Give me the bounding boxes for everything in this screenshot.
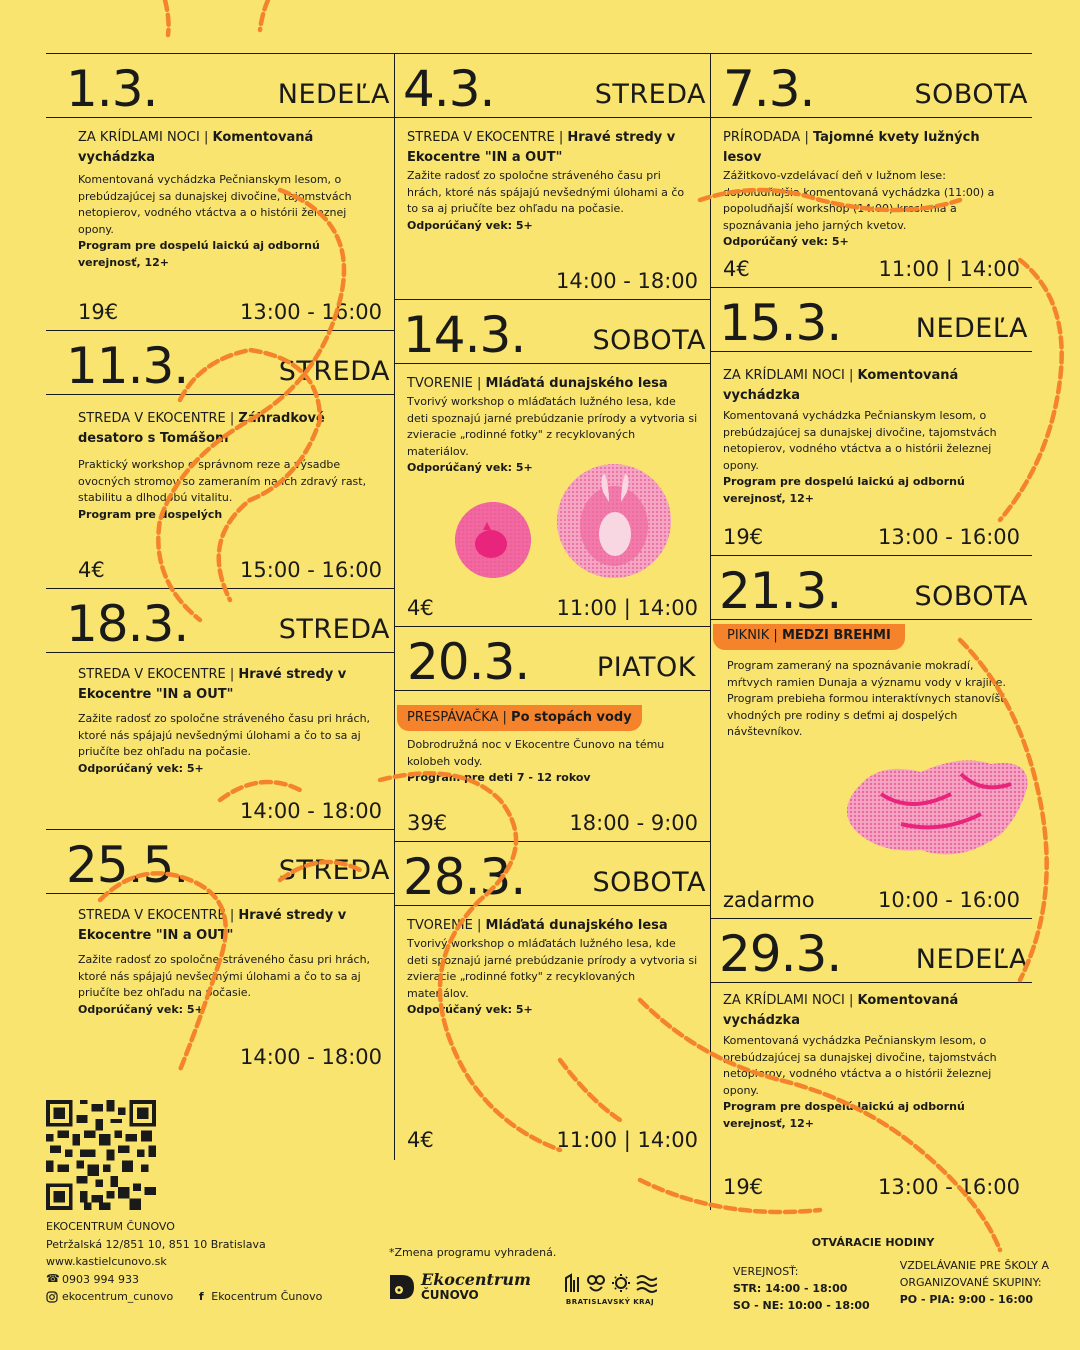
event-time: 14:00 - 18:00 xyxy=(556,269,698,293)
event-day: NEDEĽA xyxy=(277,79,390,110)
event-description: Komentovaná vychádzka Pečnianskym lesom, o prebúdzajúcej sa dunajskej divočine, tajomstvách netopierov, vodného vtáctva a o histórii železnej opony. xyxy=(723,409,997,472)
event-date: 11.3. xyxy=(66,337,189,395)
event-card[interactable] xyxy=(711,556,1032,919)
event-price: 4€ xyxy=(407,596,434,620)
opening-hours xyxy=(733,1236,1063,1314)
instagram-icon xyxy=(46,1291,58,1303)
event-header xyxy=(711,288,1032,352)
event-description: Program zameraný na spoznávanie mokradí, mŕtvych ramien Dunaja a významu vody v krajine. Program prebieha formou interaktívnych stanovíšť vhodných pre rodiny s deťmi aj dospelých návštevníkov. xyxy=(727,659,1006,738)
event-date: 29.3. xyxy=(719,925,842,983)
event-card[interactable] xyxy=(46,54,394,331)
schools-label-1: VZDELÁVANIE PRE ŠKOLY A xyxy=(899,1259,1050,1272)
event-card[interactable] xyxy=(395,627,710,842)
region-label: BRATISLAVSKÝ KRAJ xyxy=(565,1298,655,1306)
event-price: 4€ xyxy=(78,558,105,582)
event-date: 25.5. xyxy=(66,836,189,894)
event-time: 11:00 | 14:00 xyxy=(878,257,1020,281)
event-title: TVORENIE | Mláďatá dunajského lesa xyxy=(407,918,668,933)
event-description: Zažite radosť zo spoločne stráveného času pri hrách, ktoré nás spájajú nevšednými úlohami a čo to sa aj priučíte bez ohľadu na počasie. xyxy=(78,953,371,999)
event-description: Zažite radosť zo spoločne stráveného času pri hrách, ktoré nás spájajú nevšednými úlohami a čo to sa aj priučíte bez ohľadu na počasie. xyxy=(78,712,371,758)
event-day: PIATOK xyxy=(596,652,696,683)
event-time: 13:00 - 16:00 xyxy=(240,300,382,324)
event-day: SOBOTA xyxy=(592,325,706,356)
event-tag-pill: PRESPÁVAČKA | Po stopách vody xyxy=(397,705,642,731)
event-description: Komentovaná vychádzka Pečnianskym lesom, o prebúdzajúcej sa dunajskej divočine, tajomstvách netopierov, vodného vtáctva a o histórii železnej opony. xyxy=(723,1034,997,1097)
event-title: PRÍRODADA | Tajomné kvety lužných lesov xyxy=(723,130,980,165)
event-day: NEDEĽA xyxy=(915,313,1028,344)
event-time: 11:00 | 14:00 xyxy=(556,1128,698,1152)
event-time: 13:00 - 16:00 xyxy=(878,525,1020,549)
event-title: TVORENIE | Mláďatá dunajského lesa xyxy=(407,376,668,391)
event-title: ZA KRÍDLAMI NOCI | Komentovaná vychádzka xyxy=(78,130,314,165)
event-price: 19€ xyxy=(723,1175,764,1199)
event-description: Komentovaná vychádzka Pečnianskym lesom, o prebúdzajúcej sa dunajskej divočine, tajomstvách netopierov, vodného vtáctva a o histórii železnej opony. xyxy=(78,173,352,236)
schedule-column-1 xyxy=(46,54,394,1085)
public-hours-wed: STR: 14:00 - 18:00 xyxy=(733,1282,848,1295)
event-audience: Program pre dospelých xyxy=(78,507,223,521)
event-header xyxy=(46,331,394,395)
wetland-photo xyxy=(841,754,1031,864)
event-title: ZA KRÍDLAMI NOCI | Komentovaná vychádzka xyxy=(723,993,959,1028)
event-header xyxy=(395,54,710,118)
event-time: 10:00 - 16:00 xyxy=(878,888,1020,912)
event-header xyxy=(46,589,394,653)
event-time: 15:00 - 16:00 xyxy=(240,558,382,582)
event-audience: Odporúčaný vek: 5+ xyxy=(78,761,204,775)
brand-name: Ekocentrum xyxy=(421,1270,531,1289)
contact-info xyxy=(46,1218,322,1306)
event-day: STREDA xyxy=(278,614,390,645)
event-title xyxy=(723,624,1020,650)
event-card[interactable] xyxy=(711,54,1032,288)
event-time: 14:00 - 18:00 xyxy=(240,1045,382,1069)
event-description: Dobrodružná noc v Ekocentre Čunovo na tému kolobeh vody. xyxy=(407,738,665,768)
website-link[interactable]: www.kastielcunovo.sk xyxy=(46,1255,167,1268)
event-date: 15.3. xyxy=(719,294,842,352)
event-description: Praktický workshop o správnom reze a výsadbe ovocných stromov so zameraním na ich zdravý rast, stabilitu a dlhodobú vitalitu. xyxy=(78,458,367,504)
org-name: EKOCENTRUM ČUNOVO xyxy=(46,1220,175,1233)
event-price: 39€ xyxy=(407,811,448,835)
event-date: 7.3. xyxy=(723,60,815,118)
program-change-note: *Zmena programu vyhradená. xyxy=(389,1246,557,1259)
event-header xyxy=(395,627,710,691)
event-audience: Odporúčaný vek: 5+ xyxy=(407,218,533,232)
event-day: SOBOTA xyxy=(914,581,1028,612)
event-price: 19€ xyxy=(723,525,764,549)
schedule-column-2 xyxy=(395,54,710,1160)
bratislava-region-icon xyxy=(563,1272,657,1294)
event-title: STREDA V EKOCENTRE | Hravé stredy v Ekocentre "IN a OUT" xyxy=(407,130,676,165)
facebook-link[interactable]: Ekocentrum Čunovo xyxy=(211,1290,323,1303)
event-price: 4€ xyxy=(407,1128,434,1152)
event-audience: Odporúčaný vek: 5+ xyxy=(407,1003,533,1016)
event-card[interactable] xyxy=(46,830,394,1085)
event-header xyxy=(395,300,710,364)
event-title xyxy=(407,705,698,731)
event-description: Zažite radosť zo spoločne stráveného času pri hrách, ktoré nás spájajú nevšednými úlohami a čo to sa aj priučíte bez ohľadu na počasie. xyxy=(407,169,685,215)
leaf-logo-icon xyxy=(387,1272,417,1302)
event-card[interactable] xyxy=(395,842,710,1160)
hare-photo xyxy=(555,462,673,580)
event-date: 20.3. xyxy=(407,633,530,691)
event-day: STREDA xyxy=(278,855,390,886)
brand-sub: ČUNOVO xyxy=(421,1288,479,1302)
event-day: SOBOTA xyxy=(914,79,1028,110)
public-hours-weekend: SO - NE: 10:00 - 18:00 xyxy=(733,1299,870,1312)
event-description: Zážitkovo-vzdelávací deň v lužnom lese: dopoludňajšia komentovaná vychádzka (11:00) a popoludňajší workshop (14:00) kreslenia a spoznávania jeho jarných kvetov. xyxy=(723,169,995,232)
event-title: STREDA V EKOCENTRE | Hravé stredy v Ekocentre "IN a OUT" xyxy=(78,908,347,943)
event-audience: Odporúčaný vek: 5+ xyxy=(78,1002,204,1016)
ekocentrum-logo xyxy=(387,1272,531,1302)
event-date: 28.3. xyxy=(403,848,526,906)
event-header xyxy=(711,919,1032,983)
event-audience: Odporúčaný vek: 5+ xyxy=(407,461,533,474)
event-title: STREDA V EKOCENTRE | Záhradkové desatoro s Tomášom xyxy=(78,411,325,446)
event-header xyxy=(711,54,1032,118)
event-title: STREDA V EKOCENTRE | Hravé stredy v Ekocentre "IN a OUT" xyxy=(78,667,347,702)
event-tag-pill: PIKNIK | MEDZI BREHMI xyxy=(713,624,905,650)
region-logo xyxy=(563,1272,657,1306)
event-audience: Program pre deti 7 - 12 rokov xyxy=(407,771,591,784)
phone-number[interactable]: 0903 994 933 xyxy=(62,1272,139,1286)
event-time: 13:00 - 16:00 xyxy=(878,1175,1020,1199)
public-label: VEREJNOSŤ: xyxy=(733,1265,799,1278)
event-price: 19€ xyxy=(78,300,119,324)
event-header xyxy=(711,556,1032,620)
event-price: 4€ xyxy=(723,257,750,281)
fox-cub-photo xyxy=(453,500,533,580)
event-description: Tvorivý workshop o mláďatách lužného lesa, kde deti spoznajú jarné prebúdzanie prírody a vytvoria si zvieracie „rodinné fotky" z recyklovaných materiálov. xyxy=(407,937,698,1000)
event-audience: Program pre dospelú laickú aj odbornú verejnosť, 12+ xyxy=(723,1100,965,1130)
facebook-icon: f xyxy=(198,1289,204,1303)
event-day: SOBOTA xyxy=(592,867,706,898)
event-audience: Odporúčaný vek: 5+ xyxy=(723,235,849,248)
event-card[interactable] xyxy=(395,300,710,627)
event-card[interactable] xyxy=(46,331,394,589)
event-time: 14:00 - 18:00 xyxy=(240,799,382,823)
event-card[interactable] xyxy=(46,589,394,830)
event-day: STREDA xyxy=(594,79,706,110)
event-card[interactable] xyxy=(711,288,1032,556)
event-card[interactable] xyxy=(395,54,710,300)
qr-code[interactable] xyxy=(46,1100,156,1210)
event-time: 18:00 - 9:00 xyxy=(569,811,698,835)
event-title: ZA KRÍDLAMI NOCI | Komentovaná vychádzka xyxy=(723,368,959,403)
address: Petržalská 12/851 10, 851 10 Bratislava xyxy=(46,1237,266,1251)
event-day: STREDA xyxy=(278,356,390,387)
hours-title: OTVÁRACIE HODINY xyxy=(811,1236,935,1249)
event-day: NEDEĽA xyxy=(915,944,1028,975)
event-audience: Program pre dospelú laickú aj odbornú verejnosť, 12+ xyxy=(723,475,965,505)
event-date: 4.3. xyxy=(403,60,495,118)
event-header xyxy=(46,830,394,894)
phone-icon: ☎ xyxy=(46,1272,60,1286)
event-description: Tvorivý workshop o mláďatách lužného lesa, kde deti spoznajú jarné prebúdzanie prírody a vytvoria si zvieracie „rodinné fotky" z recyklovaných materiálov. xyxy=(407,395,698,458)
event-date: 14.3. xyxy=(403,306,526,364)
event-header xyxy=(46,54,394,118)
instagram-link[interactable]: ekocentrum_cunovo xyxy=(62,1290,174,1303)
event-audience: Program pre dospelú laickú aj odbornú verejnosť, 12+ xyxy=(78,239,320,269)
event-price: zadarmo xyxy=(723,888,815,912)
event-date: 1.3. xyxy=(66,60,158,118)
event-date: 18.3. xyxy=(66,595,189,653)
event-card[interactable] xyxy=(711,919,1032,1209)
event-header xyxy=(395,842,710,906)
event-date: 21.3. xyxy=(719,562,842,620)
event-time: 11:00 | 14:00 xyxy=(556,596,698,620)
schools-label-2: ORGANIZOVANÉ SKUPINY: xyxy=(899,1276,1042,1289)
schedule-column-3 xyxy=(711,54,1032,1209)
schools-hours: PO - PIA: 9:00 - 16:00 xyxy=(899,1293,1034,1306)
